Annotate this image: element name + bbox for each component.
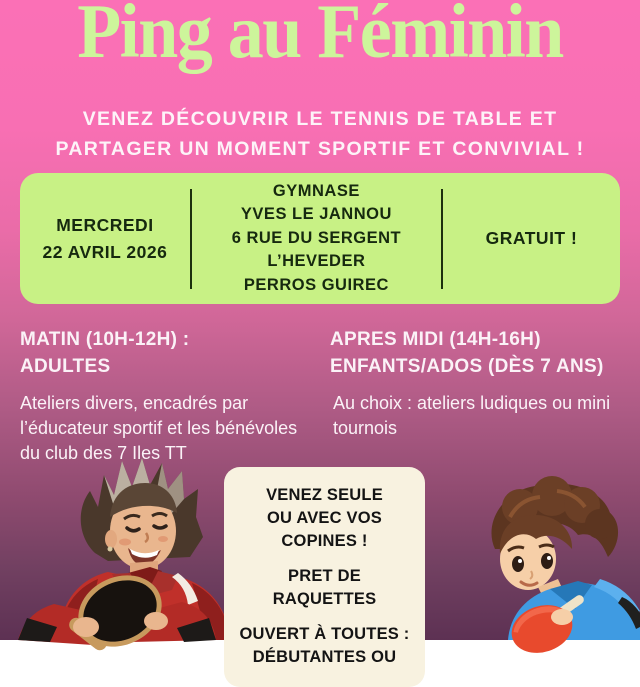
boy-hair-curl [585,509,615,539]
event-price [443,228,620,249]
note-line: COPINES ! [281,532,368,550]
afternoon-session-title [330,327,630,381]
note-group-1 [234,484,415,553]
note-line: OU AVEC VOS [267,509,382,527]
note-line: DÉBUTANTES OU [252,648,397,666]
event-date-day: MERCREDI [56,215,154,236]
poster-subtitle [0,104,640,164]
venue-line: L’HEVEDER [267,252,366,271]
subtitle-line-1: VENEZ DÉCOUVRIR LE TENNIS DE TABLE ET [82,108,558,130]
note-line: PRET DE [288,567,361,585]
event-info-box [20,173,620,304]
event-venue [192,180,441,297]
hand [551,609,573,625]
note-line: RAQUETTES [272,590,377,608]
morning-session-title [20,327,320,381]
venue-line: YVES LE JANNOU [240,205,392,224]
venue-line: GYMNASE [272,181,360,200]
event-date-full: 22 AVRIL 2026 [42,241,168,262]
price-label: GRATUIT ! [485,228,578,248]
woman-ear [105,530,117,548]
morning-title-line-2: ADULTES [20,355,111,377]
venue-line: 6 RUE DU SERGENT [231,228,402,247]
afternoon-session-description: Au choix : ateliers ludiques ou mini tournois [333,392,611,439]
event-date [20,212,190,265]
morning-session-description: Ateliers divers, encadrés par l’éducateur sportif et les bénévoles du club des 7 Iles TT [20,392,298,464]
subtitle-line-2: PARTAGER UN MOMENT SPORTIF ET CONVIVIAL ! [55,138,585,161]
eye-glint [547,556,551,560]
eye [541,553,553,569]
note-group-2 [234,565,415,611]
eye [154,526,166,528]
blush [119,539,131,546]
eye [512,556,524,572]
note-card [224,467,425,687]
note-line: OUVERT À TOUTES : [239,625,410,643]
note-group-3 [234,623,415,669]
woman-player-illustration [0,455,235,640]
hand [144,612,168,630]
earring [108,547,113,552]
venue-line: PERROS GUIREC [243,275,389,294]
hand [73,617,99,637]
eye-glint [518,559,522,563]
morning-title-line-1: MATIN (10H-12H) : [20,329,190,350]
afternoon-title-line-2: ENFANTS/ADOS (DÈS 7 ANS) [330,355,604,377]
morning-session [20,327,320,467]
boy-player-illustration [450,477,640,640]
note-line: VENEZ SEULE [266,486,383,504]
afternoon-session [330,327,630,441]
poster-title: Ping au Féminin [77,0,563,75]
blush [158,536,168,542]
afternoon-title-line-1: APRES MIDI (14H-16H) [330,329,541,350]
